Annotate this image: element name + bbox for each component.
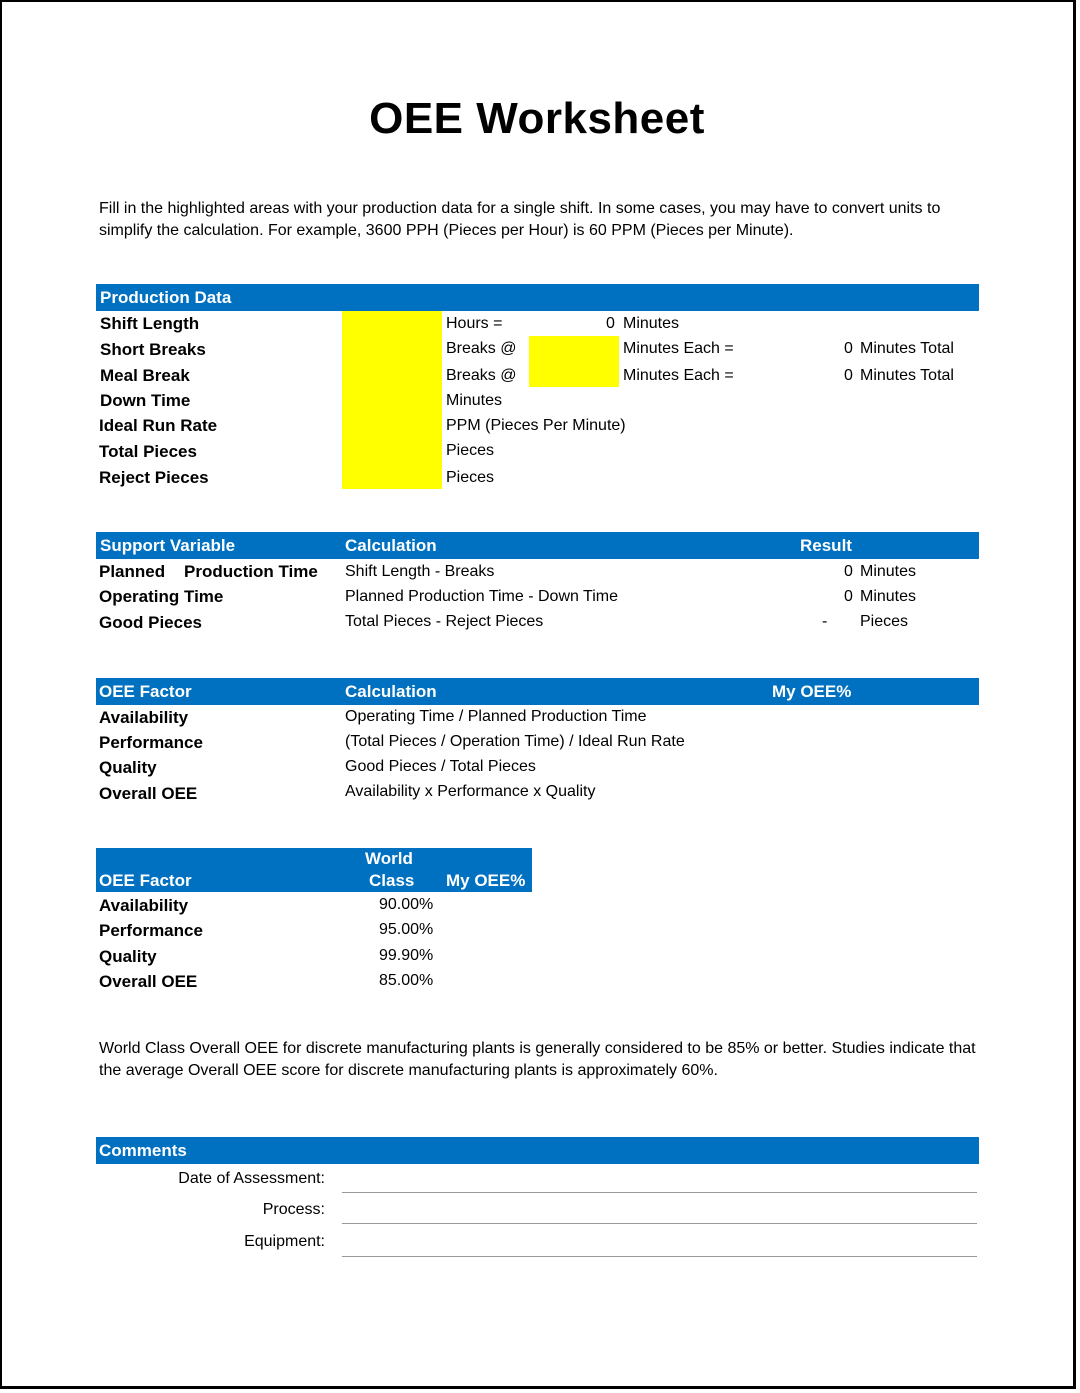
row-label-planned-production-time: Planned Production Time [99, 562, 318, 581]
short-breaks-total-unit: Minutes Total [860, 340, 954, 357]
row-label-meal-break: Meal Break [100, 366, 190, 385]
oee-row-quality: Quality [99, 758, 157, 777]
support-header-variable: Support Variable [100, 536, 236, 555]
oee-quality-calc: Good Pieces / Total Pieces [345, 758, 536, 775]
operating-time-value: 0 [844, 588, 853, 605]
oee-row-overall: Overall OEE [99, 784, 198, 803]
short-breaks-total-value: 0 [844, 340, 853, 357]
oee-header-my-oee: My OEE% [772, 682, 852, 701]
world-row-overall: Overall OEE [99, 972, 198, 991]
world-availability-value: 90.00% [379, 896, 434, 913]
date-of-assessment-label: Date of Assessment: [178, 1170, 325, 1187]
meal-break-each-label: Minutes Each = [623, 367, 734, 384]
oee-row-performance: Performance [99, 733, 203, 752]
oee-header-factor: OEE Factor [99, 682, 192, 701]
world-class-header [96, 848, 532, 892]
meal-break-total-unit: Minutes Total [860, 367, 954, 384]
planned-production-time-value: 0 [844, 563, 853, 580]
good-pieces-calc: Total Pieces - Reject Pieces [345, 613, 544, 630]
oee-overall-calc: Availability x Performance x Quality [345, 783, 596, 800]
oee-availability-calc: Operating Time / Planned Production Time [345, 708, 647, 725]
equipment-label: Equipment: [244, 1233, 325, 1250]
support-header-calculation: Calculation [345, 536, 437, 555]
short-breaks-each-label: Minutes Each = [623, 340, 734, 357]
world-header-factor: OEE Factor [99, 871, 192, 890]
comments-header [96, 1137, 979, 1164]
row-label-short-breaks: Short Breaks [100, 340, 206, 359]
support-variable-header [96, 532, 979, 559]
support-header-result: Result [800, 536, 852, 555]
world-performance-value: 95.00% [379, 921, 434, 938]
intro-text: Fill in the highlighted areas with your production data for a single shift. In some cases, you may have to convert units to simplify the calculation. For example, 3600 PPH (Pieces per Hour) is 60 PPM (Pieces per Minute). [99, 200, 941, 239]
row-label-total-pieces: Total Pieces [99, 442, 197, 461]
production-data-header [96, 284, 979, 311]
date-of-assessment-field[interactable] [342, 1192, 977, 1193]
planned-production-time-unit: Minutes [860, 563, 917, 580]
production-data-header-label: Production Data [100, 288, 232, 307]
row-label-good-pieces: Good Pieces [99, 613, 202, 632]
process-label: Process: [262, 1201, 325, 1218]
good-pieces-value: - [822, 613, 828, 630]
row-label-down-time: Down Time [100, 391, 191, 410]
meal-break-unit: Breaks @ [446, 367, 517, 384]
world-class-note: World Class Overall OEE for discrete manufacturing plants is generally considered to be 85% or better. Studies indicate that the average Overall OEE score for discrete manufacturing plants is approximately 60%. [99, 1040, 976, 1079]
down-time-unit: Minutes [446, 392, 503, 409]
meal-break-total-value: 0 [844, 367, 853, 384]
oee-performance-calc: (Total Pieces / Operation Time) / Ideal Run Rate [345, 733, 685, 750]
process-field[interactable] [342, 1223, 977, 1224]
reject-pieces-unit: Pieces [446, 469, 495, 486]
comments-header-label: Comments [99, 1141, 187, 1160]
operating-time-unit: Minutes [860, 588, 917, 605]
row-label-reject-pieces: Reject Pieces [99, 468, 209, 487]
row-label-ideal-run-rate: Ideal Run Rate [99, 416, 218, 435]
good-pieces-unit: Pieces [860, 613, 909, 630]
shift-length-minutes-unit: Minutes [623, 315, 680, 332]
total-pieces-unit: Pieces [446, 442, 495, 459]
world-row-performance: Performance [99, 921, 203, 940]
planned-production-time-calc: Shift Length - Breaks [345, 563, 495, 580]
world-header-my-oee: My OEE% [446, 871, 526, 890]
world-header-world: World [365, 849, 413, 868]
operating-time-calc: Planned Production Time - Down Time [345, 588, 619, 605]
minutes-each-input-column[interactable] [529, 336, 619, 387]
world-row-availability: Availability [99, 896, 189, 915]
equipment-field[interactable] [342, 1256, 977, 1257]
row-label-shift-length: Shift Length [100, 314, 200, 333]
oee-header-calculation: Calculation [345, 682, 437, 701]
shift-length-minutes-value: 0 [606, 315, 615, 332]
short-breaks-unit: Breaks @ [446, 340, 517, 357]
world-row-quality: Quality [99, 947, 157, 966]
oee-row-availability: Availability [99, 708, 189, 727]
row-label-operating-time: Operating Time [99, 587, 224, 606]
world-overall-value: 85.00% [379, 972, 434, 989]
world-quality-value: 99.90% [379, 947, 434, 964]
production-input-column[interactable] [342, 311, 442, 489]
page-title: OEE Worksheet [369, 94, 705, 143]
oee-factor-header [96, 678, 979, 705]
shift-length-unit: Hours = [446, 315, 503, 332]
world-header-class: Class [369, 871, 415, 890]
ideal-run-rate-unit: PPM (Pieces Per Minute) [446, 417, 626, 434]
